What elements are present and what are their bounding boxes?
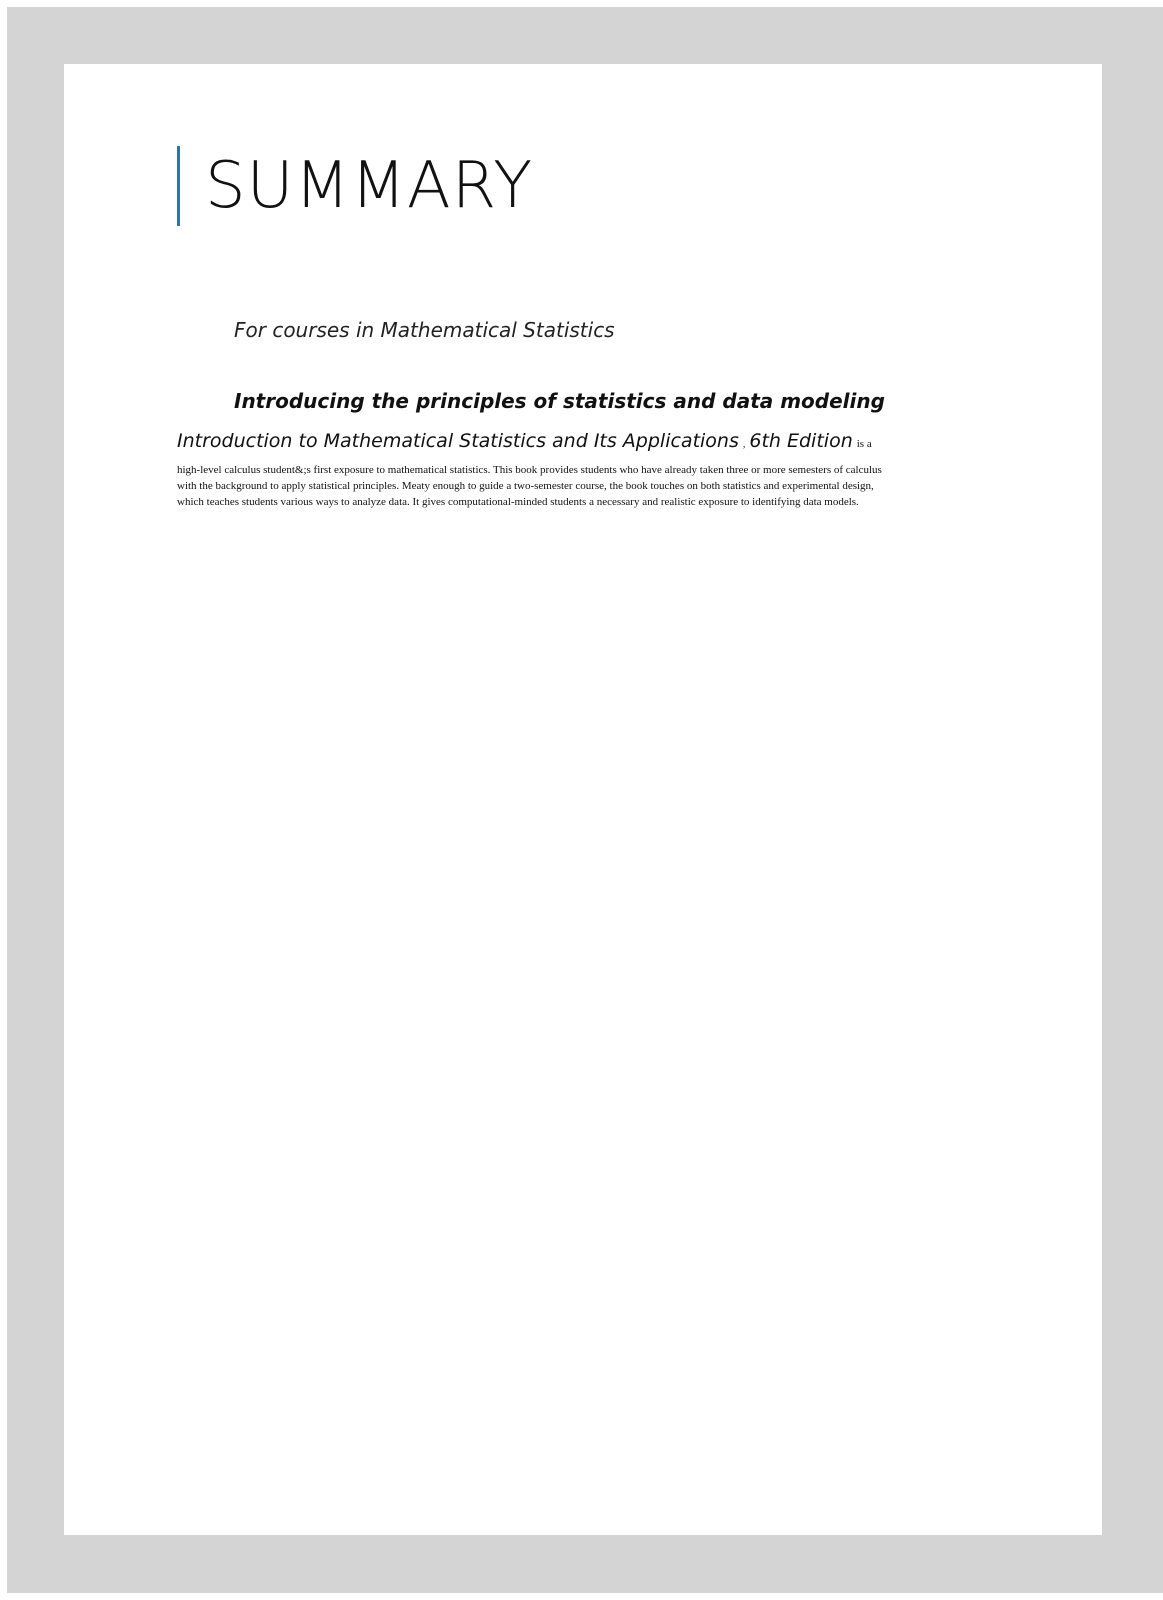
book-title-line [177,429,957,453]
document-page [64,64,1102,1535]
title-accent-bar [177,146,180,226]
course-subtitle: For courses in Mathematical Statistics [234,318,615,342]
book-title: Introduction to Mathematical Statistics and Its Applications [177,430,739,452]
document-viewer [7,7,1163,1593]
summary-line-2: with the background to apply statistical principles. Meaty enough to guide a two-semester course, the book touches on both statistics and experimental design, [177,480,874,492]
summary-tagline: Introducing the principles of statistics and data modeling [234,389,885,413]
page-title: SUMMARY [205,149,534,223]
summary-line-1: high-level calculus student&;s first exposure to mathematical statistics. This book provides students who have already taken three or more semesters of calculus [177,464,882,476]
summary-paragraph [177,462,959,510]
title-separator: , [742,439,746,450]
book-edition: 6th Edition [749,430,853,452]
summary-line-3: which teaches students various ways to analyze data. It gives computational-minded students a necessary and realistic exposure to identifying data models. [177,496,859,508]
summary-lead-in: is a [856,438,872,450]
